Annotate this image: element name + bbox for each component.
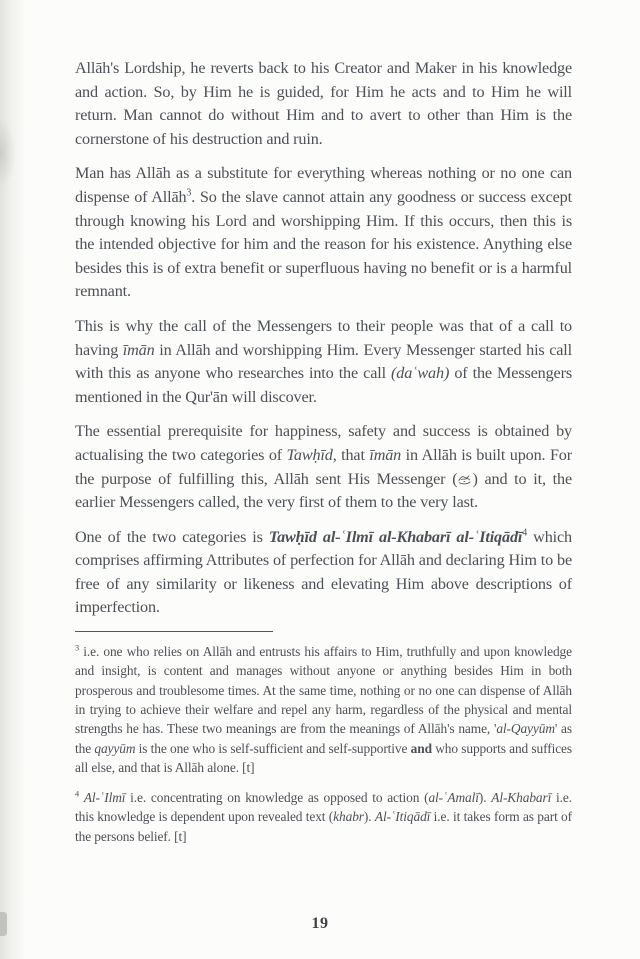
text-run: ). <box>478 790 492 806</box>
text-run: al-ʿAmalī <box>428 790 479 806</box>
text-run: of the Messengers mentioned in the Qur'ān will discover. <box>75 364 572 406</box>
footnote-marker: 3 <box>186 187 192 199</box>
text-run: Man has Allāh as a substitute for everything whereas nothing or no one can dispense of Allāh <box>75 164 572 206</box>
body-paragraph <box>75 315 572 409</box>
text-run: who supports and suffices all else, and that is Allāh alone. [t] <box>75 740 573 775</box>
text-run: īmān <box>369 445 402 464</box>
text-run: qayyūm <box>94 740 136 756</box>
text-run: ). <box>363 809 375 825</box>
text-run: Allāh's Lordship, he reverts back to his Creator and Maker in his knowledge and action. So, by Him he is guided, for Him he acts and to Him he will return. Man cannot do without Him and to avert to other than Him is the cornerstone of his destruction and ruin. <box>75 59 572 148</box>
text-run: i.e. it takes form as part of the persons belief. [t] <box>75 809 573 844</box>
text-run: that <box>336 445 370 464</box>
text-run: which comprises affirming Attributes of perfection for Allāh and declaring Him to be free of any similarity or likeness and elevating Him above descriptions of imperfection. <box>75 527 572 617</box>
text-run: (daʿwah) <box>391 364 450 383</box>
text-run: Al-ʿIlmī <box>83 790 126 806</box>
body-paragraphs <box>75 57 572 620</box>
text-run: i.e. this knowledge is dependent upon revealed text ( <box>75 790 572 825</box>
text-run: Tawḥīd al-ʿIlmī al-Khabarī al-ʿItiqādī <box>268 527 523 546</box>
text-run: One of the two categories is <box>75 527 269 546</box>
text-run: and <box>410 740 432 756</box>
text-run: . So the slave cannot attain any goodness or success except through knowing his Lord and worshipping Him. If this occurs, then this is the intended objective for him and the reason for his existence. Anything else besides this is of extra benefit or superfluous having no benefit or is a harmful remnant. <box>75 187 572 301</box>
text-run: Al-ʿItiqādī <box>374 809 431 825</box>
text-run: in Allāh is built upon. For the purpose of fulfilling this, Allāh sent His Messenger ( <box>75 445 572 488</box>
page-content <box>75 57 572 857</box>
body-paragraph <box>75 162 572 304</box>
text-run: is the one who is self-sufficient and self-supportive <box>135 740 411 756</box>
scan-edge-shading <box>0 0 26 959</box>
text-run: Al-Khabarī <box>491 790 552 806</box>
sallallahu-alayhi-wa-sallam-icon <box>457 473 472 485</box>
footnote <box>75 642 572 777</box>
footnote-marker: 4 <box>522 527 528 539</box>
text-run: khabr <box>333 809 364 825</box>
text-run: i.e. one who relies on Allāh and entrusts his affairs to Him, truthfully and upon knowledge and insight, is content and manages without anyone or anything besides Him in both prosperous and troublesome times. At the same time, nothing or no one can dispense of Allāh in trying to achieve their welfare and repel any harm, regardless of the physical and mental strengths he has. These two meanings are from the meanings of Allāh's name, ' <box>75 644 572 737</box>
text-run: al-Qayyūm <box>496 721 555 737</box>
text-run: The essential prerequisite for happiness, safety and success is obtained by actualising the two categories of <box>75 422 572 464</box>
page-number: 19 <box>311 915 329 932</box>
footnote <box>75 788 572 846</box>
body-paragraph <box>75 57 572 151</box>
text-run: i.e. concentrating on knowledge as opposed to action ( <box>125 790 429 806</box>
footnote-marker: 3 <box>75 643 80 653</box>
text-run: in Allāh and worshipping Him. Every Messenger started his call with this as anyone who researches into the call <box>75 340 572 383</box>
footnotes <box>75 642 572 846</box>
scan-corner-shadow <box>0 118 16 188</box>
text-run: ' as the <box>75 721 573 756</box>
text-run: īmān <box>122 340 155 359</box>
body-paragraph <box>75 420 572 514</box>
footnote-divider <box>75 631 273 632</box>
text-run: ) and to it, the earlier Messengers called, the very first of them to the very last. <box>75 469 572 512</box>
text-run: Tawḥīd, <box>286 445 337 464</box>
text-run: This is why the call of the Messengers to their people was that of a call to having <box>75 316 572 359</box>
body-paragraph <box>75 526 572 620</box>
footnote-marker: 4 <box>75 789 80 799</box>
